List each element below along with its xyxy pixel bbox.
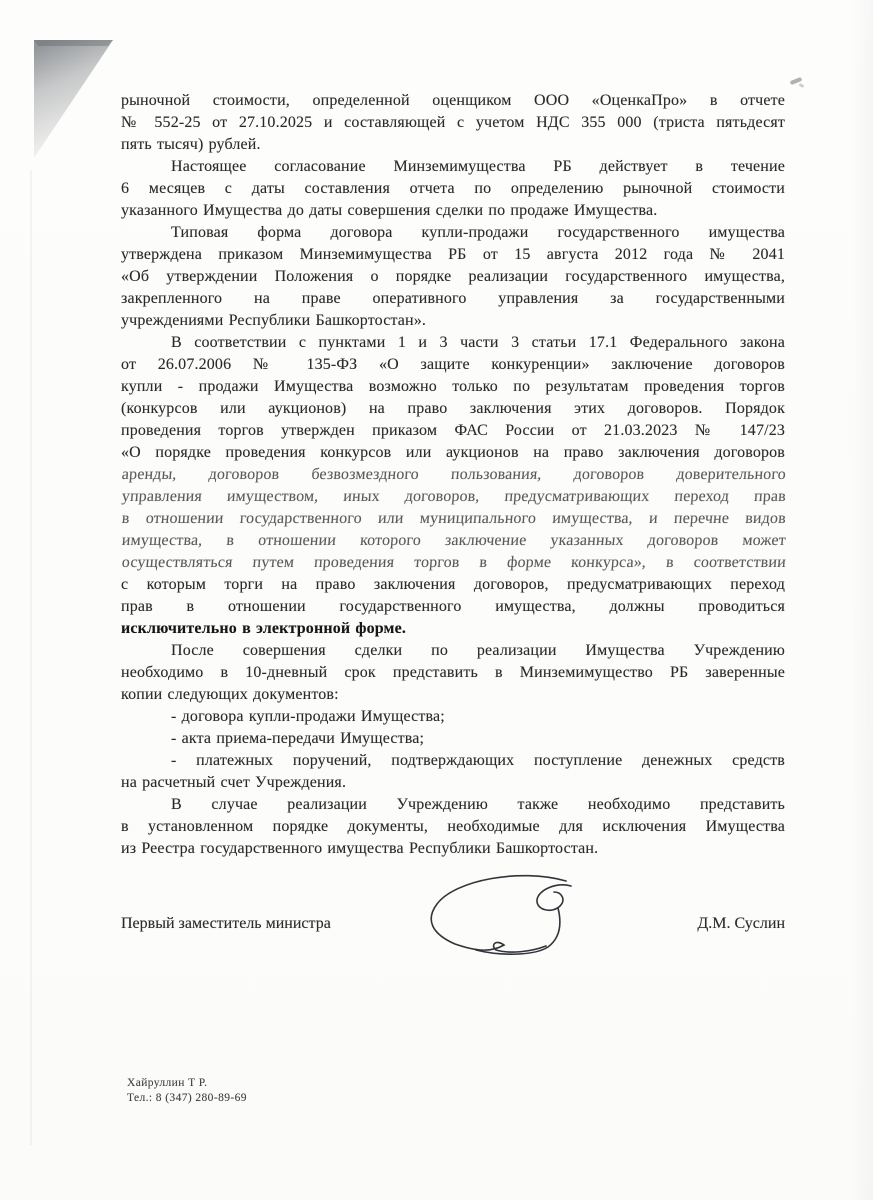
text-line: - акта приема-передачи Имущества; bbox=[171, 730, 425, 747]
paragraph bbox=[121, 706, 785, 728]
text-line: управления имуществом, иных договоров, предусматривающих переход прав bbox=[121, 488, 787, 505]
text-line: «Об утверждении Положения о порядке реализации государственного имущества, bbox=[121, 268, 785, 285]
text-line: от 26.07.2006 № 135-ФЗ «О защите конкуренции» заключение договоров bbox=[121, 356, 785, 373]
text-line: проведения торгов утвержден приказом ФАС России от 21.03.2023 № 147/23 bbox=[121, 422, 785, 439]
scan-smudge bbox=[799, 83, 805, 88]
text-line: утверждена приказом Минземимущества РБ от 15 августа 2012 года № 2041 bbox=[121, 246, 785, 263]
paragraph bbox=[121, 90, 785, 156]
text-line: исключительно в электронной форме. bbox=[121, 620, 406, 637]
text-line: осуществляться путем проведения торгов в форме конкурса», в соответствии bbox=[121, 554, 787, 571]
footer-contact bbox=[127, 1076, 247, 1106]
right-edge-shade bbox=[851, 0, 873, 1200]
text-line: на расчетный счет Учреждения. bbox=[121, 774, 347, 791]
text-line: После совершения сделки по реализации Имущества Учреждению bbox=[171, 642, 785, 659]
text-line: учреждениями Республики Башкортостан». bbox=[121, 312, 427, 329]
page-edge-shadow bbox=[30, 170, 32, 1145]
paragraph bbox=[121, 750, 785, 794]
text-line: - договора купли-продажи Имущества; bbox=[171, 708, 445, 725]
text-line: Типовая форма договора купли-продажи государственного имущества bbox=[171, 224, 785, 241]
text-line: Настоящее согласование Минземимущества РБ действует в течение bbox=[171, 158, 785, 175]
text-line: В случае реализации Учреждению также необходимо представить bbox=[171, 796, 785, 813]
paragraph bbox=[121, 794, 785, 860]
text-line: «О порядке проведения конкурсов или аукционов на право заключения договоров bbox=[121, 444, 785, 461]
text-line: (конкурсов или аукционов) на право заключения этих договоров. Порядок bbox=[121, 400, 785, 417]
text-line: имущества, в отношении которого заключение указанных договоров может bbox=[121, 532, 787, 549]
text-line: 6 месяцев с даты составления отчета по определению рыночной стоимости bbox=[121, 180, 785, 197]
text-line: указанного Имущества до даты совершения сделки по продаже Имущества. bbox=[121, 202, 658, 219]
handwritten-signature-icon bbox=[420, 866, 585, 971]
signatory-title: Первый заместитель министра bbox=[121, 915, 331, 932]
paragraph bbox=[121, 332, 785, 640]
footer-contact-phone: Тел.: 8 (347) 280-89-69 bbox=[127, 1092, 247, 1104]
text-line: с которым торги на право заключения договоров, предусматривающих переход bbox=[121, 576, 785, 593]
text-line: № 552-25 от 27.10.2025 и составляющей с учетом НДС 355 000 (триста пятьдесят bbox=[121, 114, 785, 131]
text-line: прав в отношении государственного имущества, должны проводиться bbox=[121, 598, 785, 615]
footer-contact-name: Хайруллин Т Р. bbox=[127, 1077, 208, 1089]
text-line: пять тысяч) рублей. bbox=[121, 136, 261, 153]
text-line: копии следующих документов: bbox=[121, 686, 339, 703]
text-line: - платежных поручений, подтверждающих поступление денежных средств bbox=[171, 752, 785, 769]
text-line: В соответствии с пунктами 1 и 3 части 3 статьи 17.1 Федерального закона bbox=[171, 334, 785, 351]
text-line: купли - продажи Имущества возможно только по результатам проведения торгов bbox=[121, 378, 785, 395]
paragraph bbox=[121, 222, 785, 332]
paragraph bbox=[121, 728, 785, 750]
text-line: необходимо в 10-дневный срок представить в Минземимущество РБ заверенные bbox=[121, 664, 785, 681]
paragraph bbox=[121, 156, 785, 222]
text-line: аренды, договоров безвозмездного пользования, договоров доверительного bbox=[121, 466, 787, 483]
text-line: в отношении государственного или муниципального имущества, и перечне видов bbox=[121, 510, 787, 527]
paragraph bbox=[121, 640, 785, 706]
text-line: рыночной стоимости, определенной оценщиком ООО «ОценкаПро» в отчете bbox=[121, 92, 785, 109]
signatory-name: Д.М. Суслин bbox=[697, 915, 785, 932]
document-text bbox=[121, 90, 785, 860]
text-line: из Реестра государственного имущества Республики Башкортостан. bbox=[121, 840, 599, 857]
text-line: закрепленного на праве оперативного управления за государственными bbox=[121, 290, 785, 307]
text-line: в установленном порядке документы, необходимые для исключения Имущества bbox=[121, 818, 785, 835]
